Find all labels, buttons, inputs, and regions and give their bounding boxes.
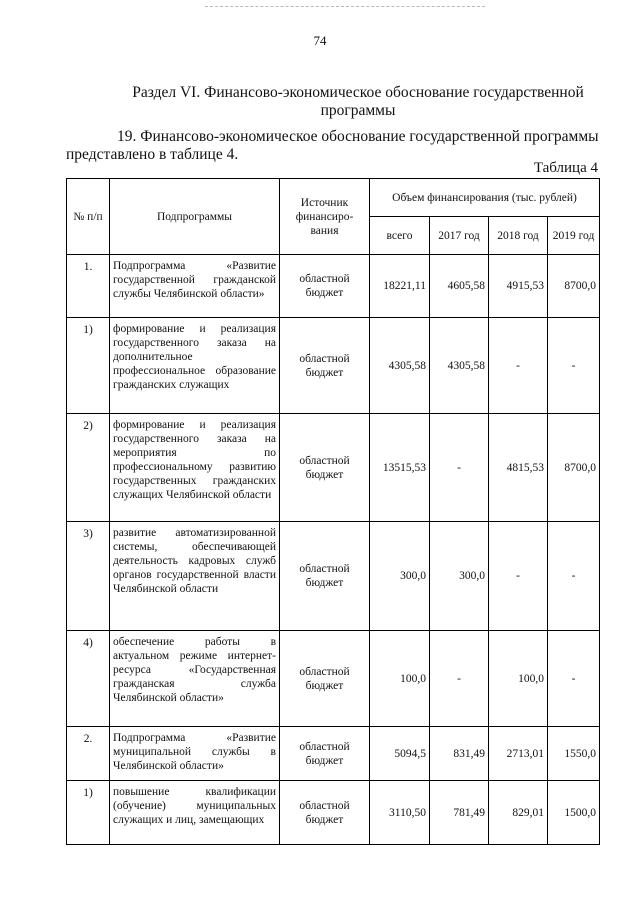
row-name: повышение квалификации (обучение) муниципальных служащих и лиц, замещающих	[110, 781, 280, 845]
row-total: 18221,11	[370, 255, 430, 318]
row-num: 2)	[67, 414, 110, 522]
row-2019: -	[548, 318, 600, 414]
row-2019: -	[548, 631, 600, 727]
row-name: Подпрограмма «Развитие муниципальной службы в Челябинской области»	[110, 727, 280, 781]
row-name: развитие автоматизированной системы, обеспечивающей деятельность кадровых служб органов государственной власти Челябинской области	[110, 522, 280, 631]
row-num: 1.	[67, 255, 110, 318]
row-2018: -	[489, 522, 548, 631]
table-row	[67, 414, 600, 522]
row-name: формирование и реализация государственного заказа на дополнительное профессиональное образование гражданских служащих	[110, 318, 280, 414]
row-2018: 829,01	[489, 781, 548, 845]
row-2018: 4915,53	[489, 255, 548, 318]
row-2019: -	[548, 522, 600, 631]
row-2018: 2713,01	[489, 727, 548, 781]
row-total: 300,0	[370, 522, 430, 631]
table-row	[67, 522, 600, 631]
row-2017: 300,0	[430, 522, 489, 631]
table-caption: Таблица 4	[533, 160, 598, 176]
row-2017: 831,49	[430, 727, 489, 781]
header-2019: 2019 год	[548, 217, 600, 255]
header-volume: Объем финансирования (тыс. рублей)	[370, 179, 600, 217]
table-row	[67, 781, 600, 845]
row-num: 3)	[67, 522, 110, 631]
row-total: 4305,58	[370, 318, 430, 414]
header-rule	[205, 6, 485, 7]
header-source: Источник финансиро-вания	[280, 179, 370, 255]
table-row	[67, 255, 600, 318]
row-2018: -	[489, 318, 548, 414]
row-num: 4)	[67, 631, 110, 727]
row-2018: 100,0	[489, 631, 548, 727]
row-2019: 8700,0	[548, 255, 600, 318]
row-name: формирование и реализация государственного заказа на мероприятия по профессиональному развитию государственных гражданских служащих Челябинской области	[110, 414, 280, 522]
row-2017: 4305,58	[430, 318, 489, 414]
row-total: 5094,5	[370, 727, 430, 781]
financing-table	[66, 178, 600, 845]
row-2019: 1550,0	[548, 727, 600, 781]
intro-text: 19. Финансово-экономическое обоснование государственной программы представлено в таблице 4.	[66, 128, 599, 163]
row-2017: -	[430, 414, 489, 522]
row-total: 100,0	[370, 631, 430, 727]
row-2019: 8700,0	[548, 414, 600, 522]
intro-paragraph	[66, 128, 599, 164]
row-2018: 4815,53	[489, 414, 548, 522]
row-name: обеспечение работы в актуальном режиме интернет-ресурса «Государственная гражданская служба Челябинской области»	[110, 631, 280, 727]
row-2019: 1500,0	[548, 781, 600, 845]
header-2018: 2018 год	[489, 217, 548, 255]
row-source: областной бюджет	[280, 255, 370, 318]
row-source: областной бюджет	[280, 414, 370, 522]
row-source: областной бюджет	[280, 318, 370, 414]
page-number: 74	[313, 33, 327, 48]
header-subprogram: Подпрограммы	[110, 179, 280, 255]
section-title: Раздел VI. Финансово-экономическое обоснование государственной программы	[132, 84, 584, 119]
row-source: областной бюджет	[280, 522, 370, 631]
row-source: областной бюджет	[280, 781, 370, 845]
table-row	[67, 727, 600, 781]
row-source: областной бюджет	[280, 631, 370, 727]
row-total: 3110,50	[370, 781, 430, 845]
row-source: областной бюджет	[280, 727, 370, 781]
row-2017: -	[430, 631, 489, 727]
row-name: Подпрограмма «Развитие государственной гражданской службы Челябинской области»	[110, 255, 280, 318]
header-num: № п/п	[67, 179, 110, 255]
row-num: 1)	[67, 781, 110, 845]
row-total: 13515,53	[370, 414, 430, 522]
row-num: 1)	[67, 318, 110, 414]
table-row	[67, 318, 600, 414]
row-2017: 781,49	[430, 781, 489, 845]
row-num: 2.	[67, 727, 110, 781]
row-2017: 4605,58	[430, 255, 489, 318]
table-row	[67, 631, 600, 727]
header-total: всего	[370, 217, 430, 255]
header-2017: 2017 год	[430, 217, 489, 255]
